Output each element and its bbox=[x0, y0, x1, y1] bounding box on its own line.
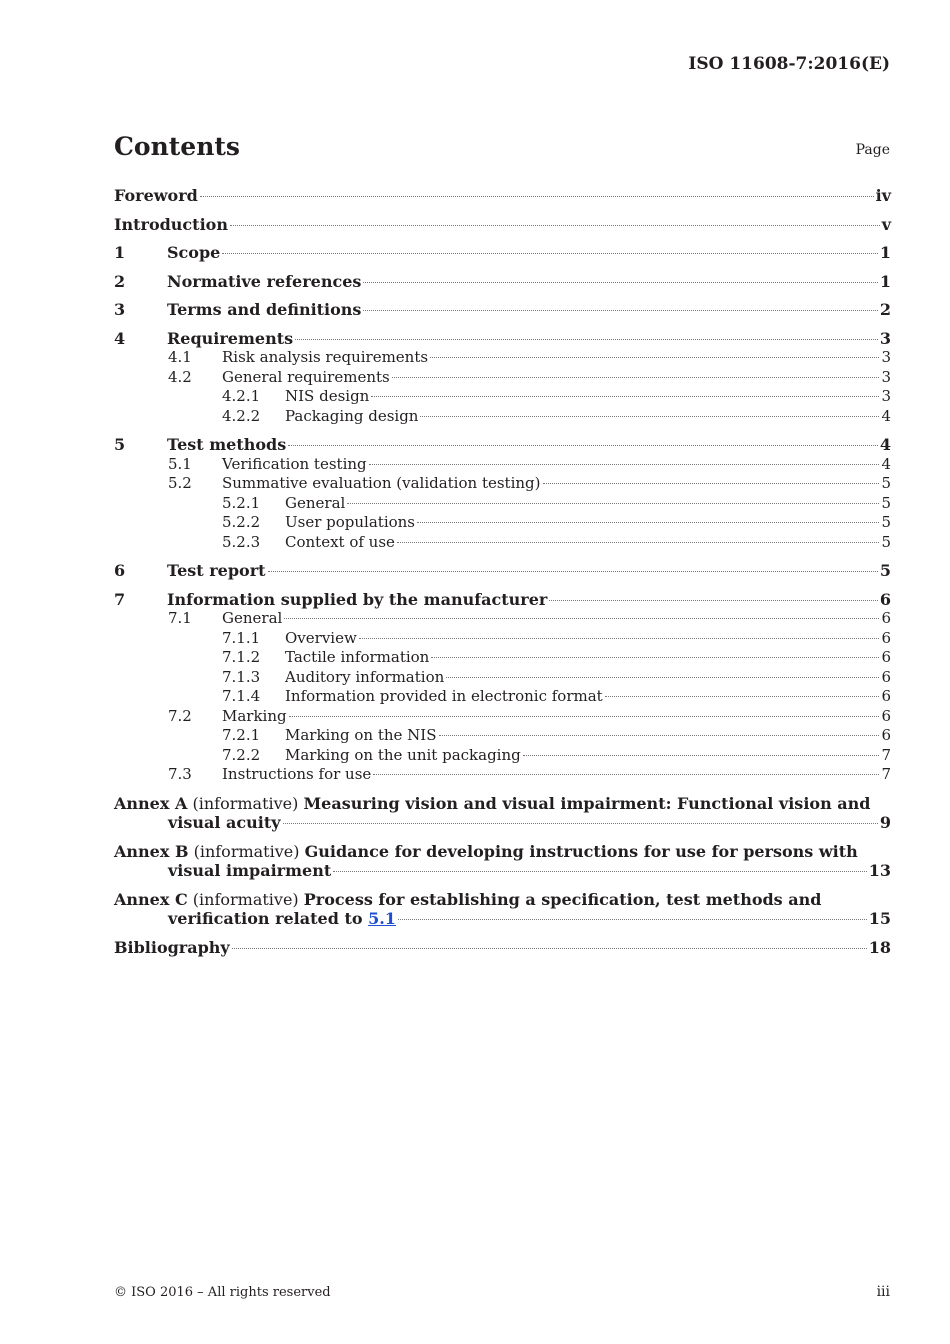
dot-leader bbox=[397, 542, 880, 543]
toc-entry-7-1[interactable] bbox=[114, 609, 891, 629]
toc-title: Information provided in electronic format bbox=[285, 687, 603, 705]
toc-page: 4 bbox=[879, 435, 891, 454]
toc-number: 7.3 bbox=[168, 765, 192, 783]
toc-page: 13 bbox=[868, 861, 891, 880]
toc-title: Scope bbox=[167, 243, 221, 262]
annex-label: Annex C bbox=[114, 889, 188, 909]
annex-title-continued: visual impairment bbox=[168, 861, 332, 880]
toc-page: 4 bbox=[881, 406, 891, 425]
dot-leader bbox=[420, 416, 879, 417]
toc-title: Marking on the unit packaging bbox=[285, 745, 521, 764]
toc-page: 6 bbox=[881, 667, 891, 686]
toc-title: User populations bbox=[285, 513, 416, 531]
toc-page: 3 bbox=[881, 367, 891, 386]
toc-entry-7-2-2[interactable] bbox=[114, 746, 891, 766]
toc-page: 5 bbox=[881, 493, 891, 512]
dot-leader bbox=[232, 948, 867, 949]
toc-number: 4.2.2 bbox=[222, 406, 261, 425]
toc-page: 5 bbox=[881, 532, 891, 551]
toc-entry-4-2[interactable] bbox=[114, 368, 891, 388]
dot-leader bbox=[288, 445, 878, 446]
annex-type: (informative) bbox=[193, 841, 300, 861]
toc-page: iv bbox=[875, 186, 891, 205]
toc-entry-5-2-1[interactable] bbox=[114, 494, 891, 514]
toc-title: Overview bbox=[285, 628, 357, 647]
toc-entry-5-2-2[interactable] bbox=[114, 513, 891, 533]
toc-title: Packaging design bbox=[285, 406, 419, 425]
toc-number: 4.2 bbox=[168, 367, 192, 386]
annex-title-continued: visual acuity bbox=[168, 813, 281, 832]
toc-entry-terms-definitions[interactable] bbox=[114, 300, 891, 320]
annex-label: Annex A bbox=[114, 793, 188, 813]
toc-entry-4-2-2[interactable] bbox=[114, 407, 891, 427]
toc-title: Normative references bbox=[167, 271, 362, 291]
annex-title: Guidance for developing instructions for use for persons with bbox=[304, 841, 858, 861]
dot-leader bbox=[295, 339, 878, 340]
dot-leader bbox=[605, 696, 880, 697]
clause-link[interactable]: 5.1 bbox=[368, 909, 396, 928]
toc-entry-4-1[interactable] bbox=[114, 348, 891, 368]
toc-title: Bibliography bbox=[114, 937, 230, 957]
toc-entry-annex-a[interactable] bbox=[114, 794, 891, 833]
toc-title: Introduction bbox=[114, 214, 228, 234]
toc-page: 5 bbox=[881, 474, 891, 492]
toc-title: Risk analysis requirements bbox=[222, 348, 429, 366]
toc-title: Context of use bbox=[285, 532, 395, 551]
dot-leader bbox=[369, 464, 880, 465]
toc-number: 7 bbox=[114, 589, 126, 609]
toc-title: NIS design bbox=[285, 387, 370, 405]
toc-number: 7.2.1 bbox=[222, 726, 261, 744]
toc-number: 7.2.2 bbox=[222, 745, 261, 764]
dot-leader bbox=[417, 522, 879, 523]
toc-entry-5-1[interactable] bbox=[114, 455, 891, 475]
toc-page: 5 bbox=[879, 561, 891, 580]
toc-title: Instructions for use bbox=[222, 765, 372, 783]
dot-leader bbox=[398, 919, 867, 920]
dot-leader bbox=[268, 571, 878, 572]
toc-title: Summative evaluation (validation testing) bbox=[222, 474, 541, 492]
toc-number: 7.1.1 bbox=[222, 628, 261, 647]
toc-number: 1 bbox=[114, 243, 126, 262]
toc-entry-requirements[interactable] bbox=[114, 329, 891, 349]
annex-title-text: verification related to bbox=[168, 909, 363, 928]
toc-entry-7-2[interactable] bbox=[114, 707, 891, 727]
toc-title: Verification testing bbox=[222, 454, 367, 473]
toc-entry-7-1-2[interactable] bbox=[114, 648, 891, 668]
toc-page: 6 bbox=[881, 648, 891, 666]
dot-leader bbox=[230, 225, 880, 226]
toc-page: 5 bbox=[881, 513, 891, 531]
toc-entry-test-methods[interactable] bbox=[114, 435, 891, 455]
toc-entry-information-supplied[interactable] bbox=[114, 590, 891, 610]
toc-title: General requirements bbox=[222, 367, 390, 386]
dot-leader bbox=[284, 618, 879, 619]
dot-leader bbox=[430, 357, 879, 358]
toc-page: 4 bbox=[881, 454, 891, 473]
toc-entry-5-2[interactable] bbox=[114, 474, 891, 494]
copyright-notice: © ISO 2016 – All rights reserved bbox=[114, 1285, 331, 1300]
table-of-contents bbox=[114, 184, 891, 957]
toc-number: 7.1 bbox=[168, 609, 192, 627]
page-column-label: Page bbox=[855, 142, 890, 158]
toc-entry-7-1-1[interactable] bbox=[114, 629, 891, 649]
annex-title-continued bbox=[168, 909, 396, 929]
dot-leader bbox=[363, 282, 877, 283]
toc-entry-normative-references[interactable] bbox=[114, 272, 891, 292]
toc-page: 1 bbox=[879, 271, 891, 291]
toc-number: 5 bbox=[114, 435, 126, 454]
toc-number: 6 bbox=[114, 561, 126, 580]
toc-number: 4.1 bbox=[168, 348, 192, 366]
toc-page: 7 bbox=[881, 765, 891, 783]
toc-entry-foreword[interactable] bbox=[114, 186, 891, 206]
toc-entry-bibliography[interactable] bbox=[114, 938, 891, 958]
toc-page: 6 bbox=[881, 687, 891, 705]
dot-leader bbox=[392, 377, 880, 378]
annex-title: Process for establishing a specification, test methods and bbox=[303, 889, 822, 909]
toc-page: 6 bbox=[881, 609, 891, 627]
dot-leader bbox=[439, 735, 880, 736]
toc-number: 7.1.2 bbox=[222, 648, 261, 666]
toc-number: 5.2 bbox=[168, 474, 192, 492]
toc-number: 5.1 bbox=[168, 454, 192, 473]
dot-leader bbox=[289, 716, 880, 717]
annex-label: Annex B bbox=[114, 841, 189, 861]
dot-leader bbox=[363, 310, 877, 311]
dot-leader bbox=[359, 638, 880, 639]
toc-page: 3 bbox=[879, 328, 891, 348]
dot-leader bbox=[333, 871, 867, 872]
dot-leader bbox=[200, 196, 874, 197]
toc-entry-test-report[interactable] bbox=[114, 561, 891, 581]
toc-page: 6 bbox=[881, 628, 891, 647]
toc-entry-introduction[interactable] bbox=[114, 215, 891, 235]
dot-leader bbox=[446, 677, 879, 678]
contents-title: Contents bbox=[114, 132, 241, 161]
toc-page: 18 bbox=[868, 937, 891, 957]
dot-leader bbox=[549, 600, 878, 601]
toc-entry-7-1-3[interactable] bbox=[114, 668, 891, 688]
toc-title: Marking bbox=[222, 706, 287, 725]
page-number: iii bbox=[876, 1284, 890, 1300]
dot-leader bbox=[222, 253, 878, 254]
toc-title: Tactile information bbox=[285, 648, 430, 666]
dot-leader bbox=[431, 657, 879, 658]
toc-title: Marking on the NIS bbox=[285, 726, 437, 744]
annex-type: (informative) bbox=[192, 793, 299, 813]
dot-leader bbox=[347, 503, 879, 504]
toc-title: Information supplied by the manufacturer bbox=[167, 589, 548, 609]
toc-page: 6 bbox=[881, 706, 891, 725]
toc-number: 2 bbox=[114, 271, 126, 291]
toc-number: 4.2.1 bbox=[222, 387, 261, 405]
toc-number: 3 bbox=[114, 300, 126, 319]
toc-page: 6 bbox=[881, 726, 891, 744]
toc-entry-annex-b[interactable] bbox=[114, 842, 891, 881]
toc-title: Requirements bbox=[167, 328, 294, 348]
toc-title: Test methods bbox=[167, 435, 287, 454]
toc-page: 2 bbox=[879, 300, 891, 319]
annex-type: (informative) bbox=[192, 889, 299, 909]
toc-page: 7 bbox=[881, 745, 891, 764]
toc-title: General bbox=[285, 493, 346, 512]
document-id: ISO 11608-7:2016(E) bbox=[688, 54, 890, 74]
toc-page: 15 bbox=[868, 909, 891, 928]
toc-entry-annex-c[interactable] bbox=[114, 890, 891, 929]
toc-page: v bbox=[881, 214, 891, 234]
toc-number: 5.2.3 bbox=[222, 532, 261, 551]
toc-page: 1 bbox=[879, 243, 891, 262]
dot-leader bbox=[523, 755, 880, 756]
toc-number: 7.2 bbox=[168, 706, 192, 725]
annex-title: Measuring vision and visual impairment: Functional vision and bbox=[303, 793, 871, 813]
dot-leader bbox=[543, 483, 880, 484]
toc-page: 3 bbox=[881, 348, 891, 366]
dot-leader bbox=[283, 823, 878, 824]
toc-number: 5.2.2 bbox=[222, 513, 261, 531]
toc-page: 9 bbox=[879, 813, 891, 832]
toc-title: Test report bbox=[167, 561, 266, 580]
dot-leader bbox=[373, 774, 879, 775]
toc-number: 5.2.1 bbox=[222, 493, 261, 512]
toc-title: Foreword bbox=[114, 186, 198, 205]
toc-entry-7-3[interactable] bbox=[114, 765, 891, 785]
toc-title: General bbox=[222, 609, 283, 627]
toc-number: 7.1.4 bbox=[222, 687, 261, 705]
toc-entry-4-2-1[interactable] bbox=[114, 387, 891, 407]
toc-number: 7.1.3 bbox=[222, 667, 261, 686]
toc-number: 4 bbox=[114, 328, 126, 348]
toc-title: Auditory information bbox=[285, 667, 445, 686]
toc-entry-7-1-4[interactable] bbox=[114, 687, 891, 707]
toc-entry-7-2-1[interactable] bbox=[114, 726, 891, 746]
toc-title: Terms and definitions bbox=[167, 300, 362, 319]
toc-page: 3 bbox=[881, 387, 891, 405]
toc-entry-scope[interactable] bbox=[114, 243, 891, 263]
toc-page: 6 bbox=[879, 589, 891, 609]
dot-leader bbox=[371, 396, 879, 397]
toc-entry-5-2-3[interactable] bbox=[114, 533, 891, 553]
